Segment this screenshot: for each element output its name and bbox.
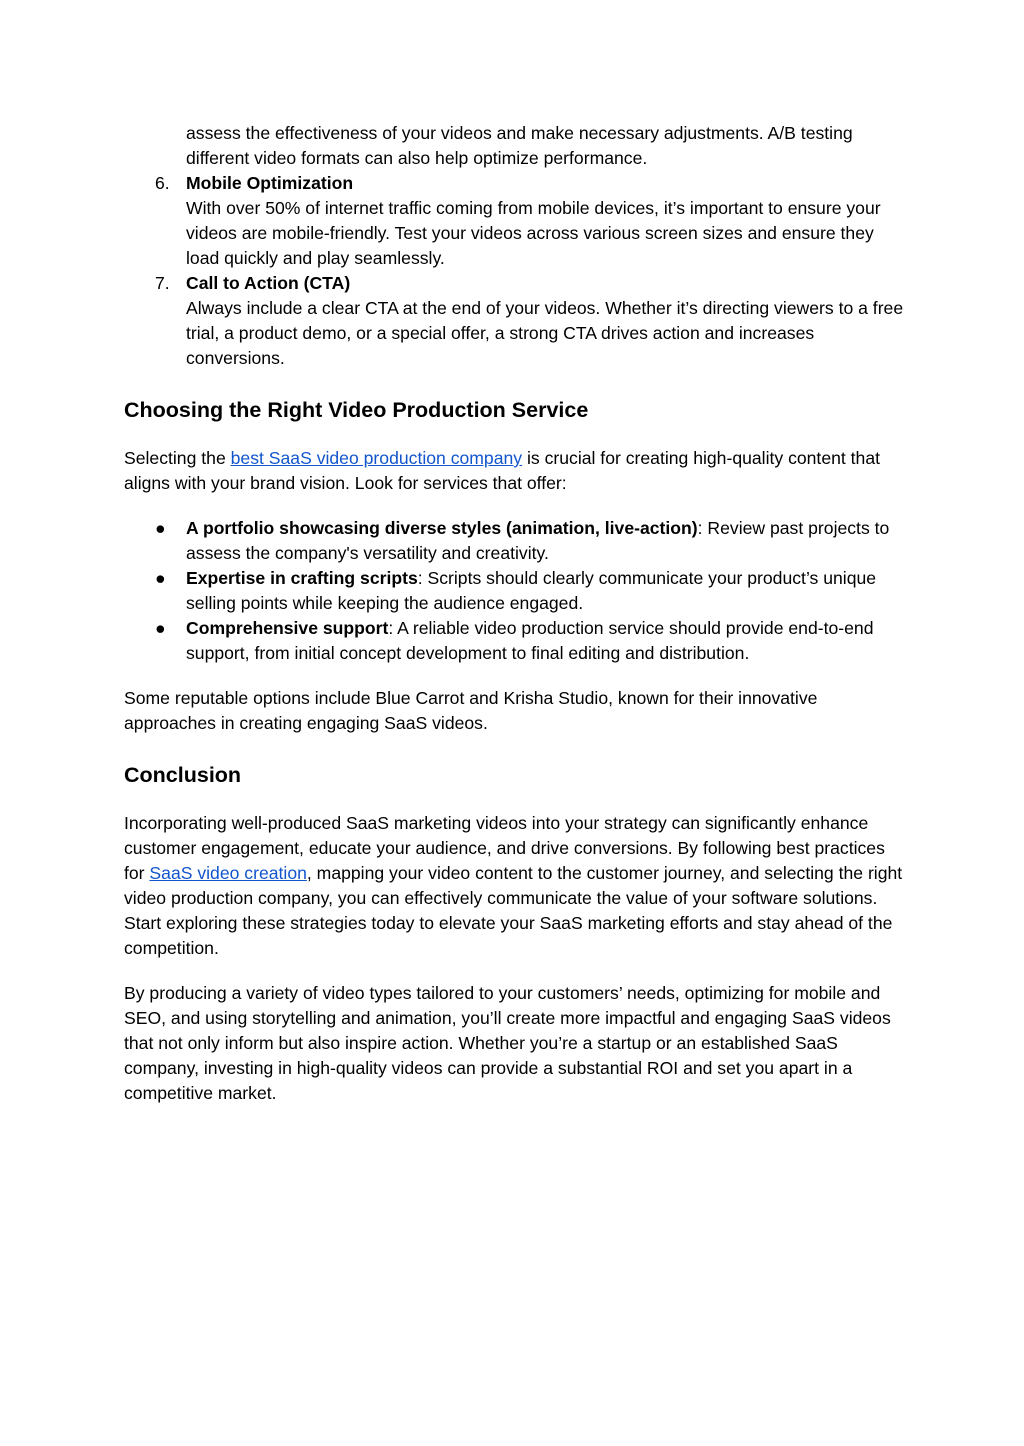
numbered-item-call-to-action: [124, 271, 904, 371]
list-item-text: With over 50% of internet traffic coming from mobile devices, it’s important to ensure your videos are mobile-friendly. Test your videos across various screen sizes and ensure they load quickly and play seamlessly.: [186, 198, 881, 268]
bullet-text: : Scripts should clearly communicate your product’s unique selling points while keeping the audience engaged.: [186, 568, 877, 613]
bullet-text: : Review past projects to assess the company's versatility and creativity.: [186, 518, 890, 563]
list-item-title: Mobile Optimization: [186, 173, 354, 193]
section-heading-conclusion: Conclusion: [124, 763, 242, 787]
paragraph-text: , mapping your video content to the customer journey, and selecting the right video production company, you can effectively communicate the value of your software solutions. Start exploring these strategies today to elevate your SaaS marketing efforts and stay ahead of the competition.: [124, 863, 903, 958]
list-number: 6.: [155, 173, 170, 193]
bullet-icon: ●: [155, 568, 166, 588]
bullet-bold-text: Expertise in crafting scripts: [186, 568, 418, 588]
link-best-saas-video-production-company[interactable]: best SaaS video production company: [230, 448, 523, 468]
bullet-item-scripts: [124, 566, 904, 616]
paragraph-text: is crucial for creating high-quality content that aligns with your brand vision. Look for services that offer:: [124, 448, 881, 493]
list-item-continuation: assess the effectiveness of your videos and make necessary adjustments. A/B testing different video formats can also help optimize performance.: [186, 123, 853, 168]
numbered-item-mobile-optimization: [124, 171, 904, 271]
paragraph-selecting: [124, 446, 904, 496]
paragraph-reputable-options: Some reputable options include Blue Carrot and Krisha Studio, known for their innovative approaches in creating engaging SaaS videos.: [124, 688, 818, 733]
bullet-bold-text: A portfolio showcasing diverse styles (animation, live-action): [186, 518, 698, 538]
bullet-item-support: [124, 616, 904, 666]
paragraph-conclusion-1: [124, 811, 904, 961]
bullet-bold-text: Comprehensive support: [186, 618, 389, 638]
paragraph-text: Selecting the: [124, 448, 231, 468]
list-item-body: [186, 271, 904, 371]
list-item-body: [186, 171, 904, 271]
paragraph-conclusion-2: By producing a variety of video types tailored to your customers’ needs, optimizing for mobile and SEO, and using storytelling and animation, you’ll create more impactful and engaging SaaS videos that not only inform but also inspire action. Whether you’re a startup or an established SaaS company, investing in high-quality videos can provide a substantial ROI and set you apart in a competitive market.: [124, 983, 891, 1103]
link-saas-video-creation[interactable]: SaaS video creation: [149, 863, 307, 883]
bullet-icon: ●: [155, 618, 166, 638]
bullet-icon: ●: [155, 518, 166, 538]
paragraph-text: Incorporating well-produced SaaS marketing videos into your strategy can significantly enhance customer engagement, educate your audience, and drive conversions. By following best practices for: [124, 813, 885, 883]
list-item-title: Call to Action (CTA): [186, 273, 351, 293]
document-page: [124, 121, 904, 1106]
bullet-text: : A reliable video production service should provide end-to-end support, from initial concept development to final editing and distribution.: [186, 618, 874, 663]
bullet-item-portfolio: [124, 516, 904, 566]
bullet-list: [124, 516, 904, 666]
list-item-text: Always include a clear CTA at the end of your videos. Whether it’s directing viewers to a free trial, a product demo, or a special offer, a strong CTA drives action and increases conversions.: [186, 298, 904, 368]
list-number: 7.: [155, 273, 170, 293]
section-heading-choosing-service: Choosing the Right Video Production Service: [124, 398, 589, 422]
